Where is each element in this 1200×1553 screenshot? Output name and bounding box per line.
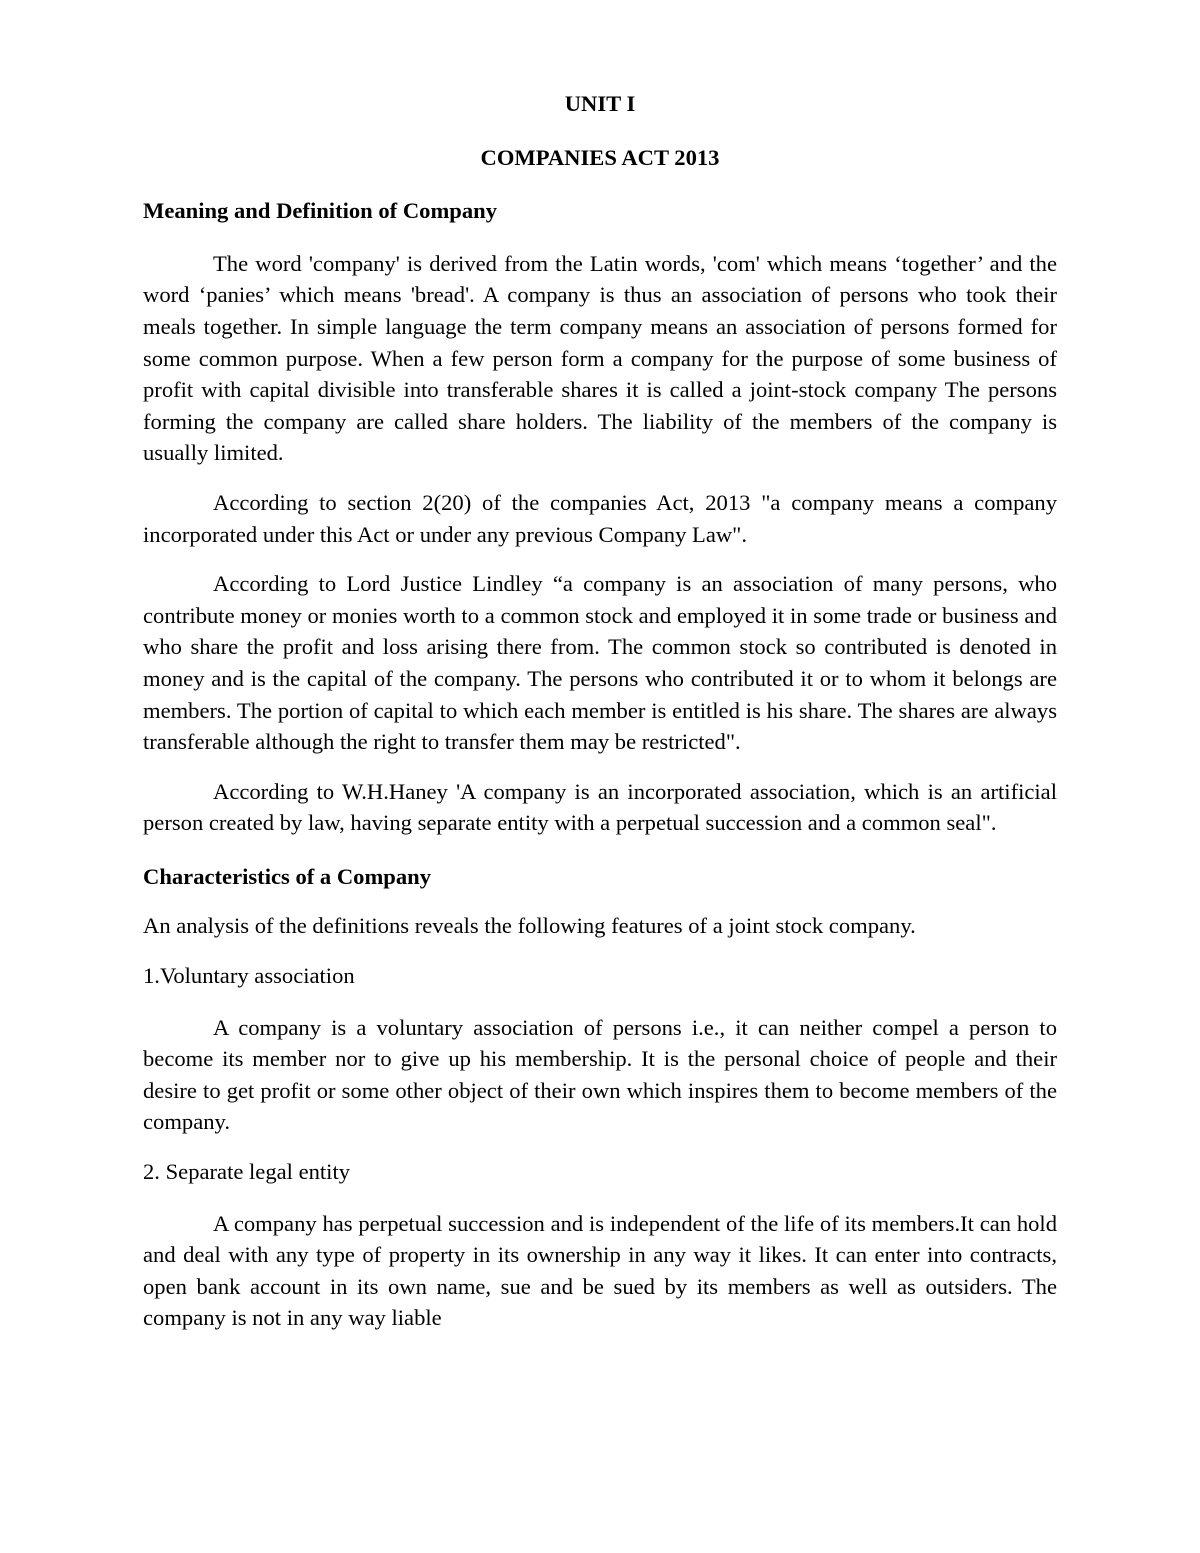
feature-title: 2. Separate legal entity (143, 1159, 351, 1185)
characteristics-intro: An analysis of the definitions reveals the following features of a joint stock company. (143, 913, 916, 939)
paragraph-haney-definition: According to W.H.Haney 'A company is an incorporated association, which is an artificial person created by law, having separate entity with a perpetual succession and a common seal". (143, 778, 1057, 836)
feature-text: A company is a voluntary association of persons i.e., it can neither compel a person to become its member nor to give up his membership. It is the personal choice of people and their desire to get profit or some other object of their own which inspires them to become members of the company. (143, 1014, 1057, 1135)
paragraph-section-definition: According to section 2(20) of the companies Act, 2013 "a company means a company incorporated under this Act or under any previous Company Law". (143, 489, 1057, 547)
paragraph-company-etymology: The word 'company' is derived from the Latin words, 'com' which means ‘together’ and the word ‘panies’ which means 'bread'. A company is thus an association of persons who took their meals together. In simple language the term company means an association of persons formed for some common purpose. When a few person form a company for the purpose of some business of profit with capital divisible into transferable shares it is called a joint-stock company The persons forming the company are called share holders. The liability of the members of the company is usually limited. (143, 250, 1057, 466)
section-heading-characteristics: Characteristics of a Company (143, 863, 432, 889)
section-heading-meaning: Meaning and Definition of Company (143, 198, 498, 224)
unit-title: UNIT I (564, 91, 636, 116)
paragraph-lindley-definition: According to Lord Justice Lindley “a company is an association of many persons, who contribute money or monies worth to a common stock and employed it in some trade or business and who share the profit and loss arising there from. The common stock so contributed is denoted in money and is the capital of the company. The persons who contributed it or to whom it belongs are members. The portion of capital to which each member is entitled is his share. The shares are always transferable although the right to transfer them may be restricted". (143, 571, 1057, 755)
feature-title: 1.Voluntary association (143, 963, 355, 989)
act-title: COMPANIES ACT 2013 (480, 144, 720, 170)
feature-text: A company has perpetual succession and is independent of the life of its members.It can hold and deal with any type of property in its ownership in any way it likes. It can enter into contracts, open bank account in its own name, sue and be sued by its members as well as outsiders. The company is not in any way liable (143, 1210, 1057, 1331)
